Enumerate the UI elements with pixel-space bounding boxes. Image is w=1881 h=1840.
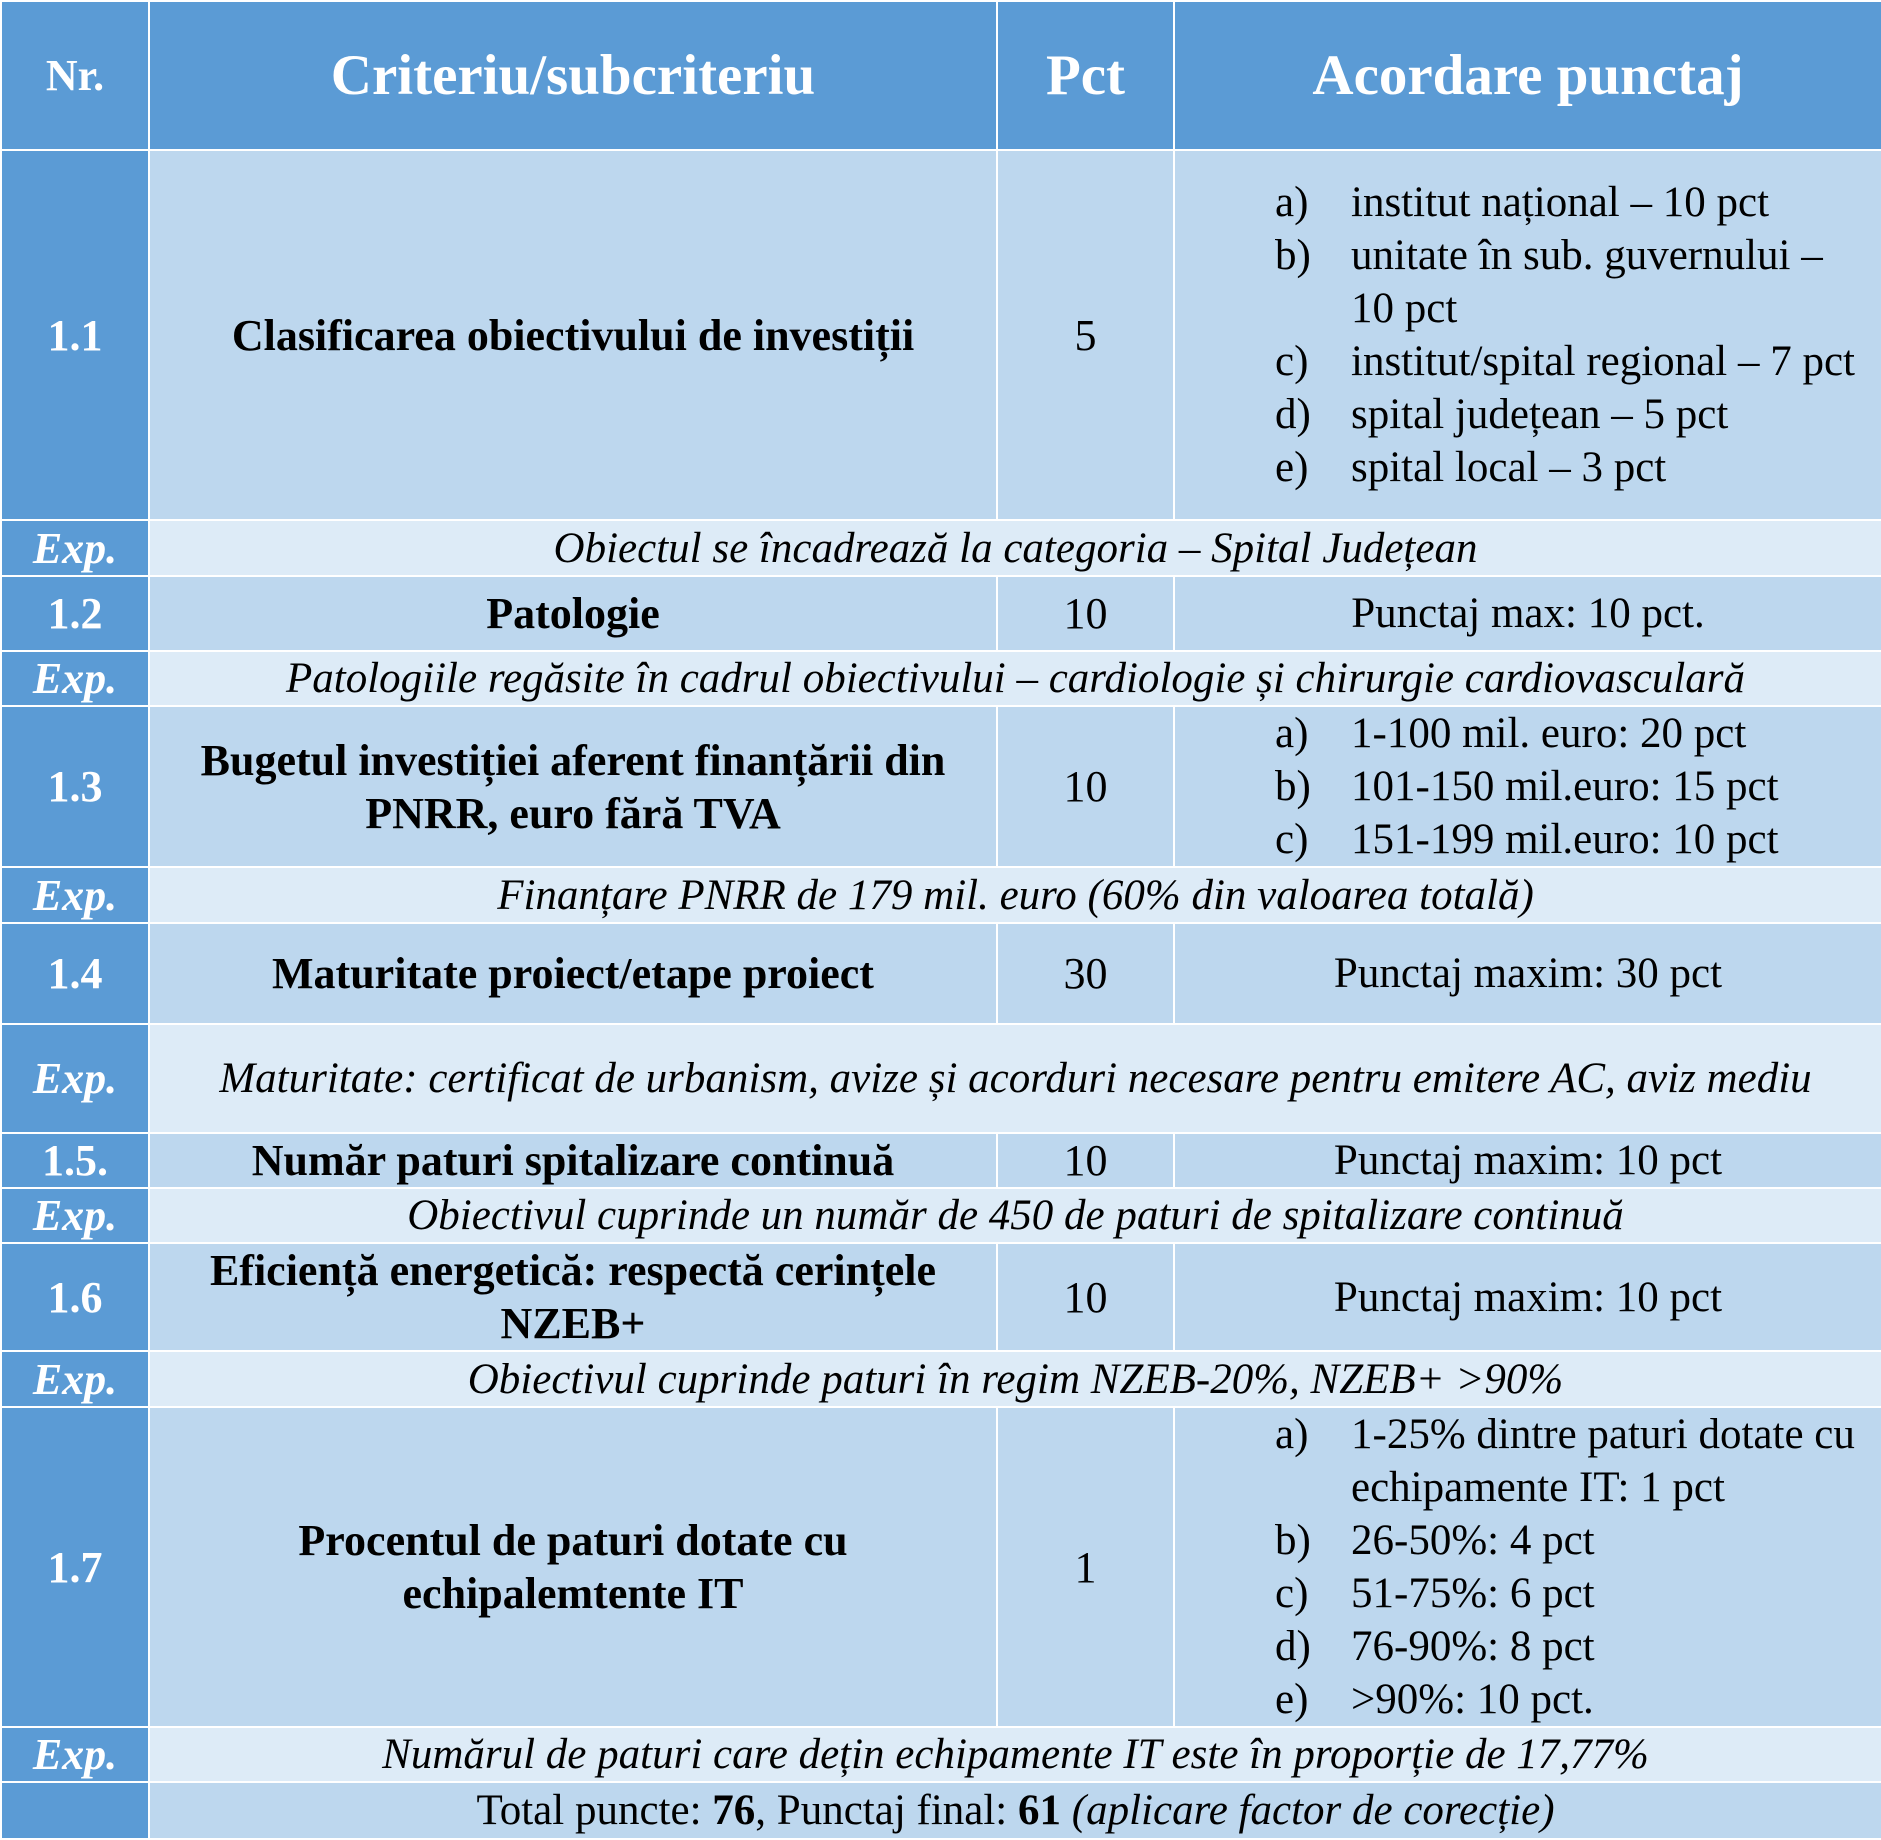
option-text: >90%: 10 pct. [1351, 1676, 1594, 1723]
explanation-row-1-3 [1, 867, 1881, 923]
criterion-points: 30 [997, 923, 1174, 1024]
criterion-row-1-3 [1, 706, 1881, 867]
criterion-name: Clasificarea obiectivului de investiții [149, 150, 997, 520]
criterion-name: Eficiență energetică: respectă cerințele NZEB+ [149, 1243, 997, 1351]
scoring-option [1275, 388, 1871, 441]
criterion-row-1-5 [1, 1133, 1881, 1188]
scoring-option [1275, 441, 1871, 494]
explanation-text: Obiectivul cuprinde un număr de 450 de paturi de spitalizare continuă [149, 1188, 1881, 1243]
option-text: unitate în sub. guvernului – 10 pct [1351, 232, 1823, 332]
final-score-label: , Punctaj final: [755, 1787, 1019, 1834]
scoring-text: Punctaj maxim: 30 pct [1174, 923, 1881, 1024]
criterion-number: 1.4 [1, 923, 149, 1024]
criterion-name: Maturitate proiect/etape proiect [149, 923, 997, 1024]
scoring-options [1174, 150, 1881, 520]
option-text: spital local – 3 pct [1351, 444, 1667, 491]
header-pct: Pct [997, 1, 1174, 150]
header-nr: Nr. [1, 1, 149, 150]
total-summary [149, 1782, 1881, 1839]
exp-label: Exp. [1, 867, 149, 923]
criterion-name: Număr paturi spitalizare continuă [149, 1133, 997, 1188]
header-row [1, 1, 1881, 150]
explanation-row-1-5 [1, 1188, 1881, 1243]
option-text: institut național – 10 pct [1351, 179, 1770, 226]
scoring-option [1275, 176, 1871, 229]
total-label: Total puncte: [476, 1787, 713, 1834]
scoring-option [1275, 335, 1871, 388]
option-text: 1-100 mil. euro: 20 pct [1351, 710, 1747, 757]
criterion-points: 5 [997, 150, 1174, 520]
criterion-number: 1.2 [1, 576, 149, 651]
criterion-number: 1.7 [1, 1407, 149, 1727]
option-letter: d) [1275, 391, 1311, 438]
option-letter: a) [1275, 710, 1309, 757]
option-letter: b) [1275, 763, 1311, 810]
criterion-number: 1.6 [1, 1243, 149, 1351]
scoring-text: Punctaj maxim: 10 pct [1174, 1133, 1881, 1188]
scoring-option [1275, 760, 1871, 813]
criterion-points: 10 [997, 1133, 1174, 1188]
option-letter: d) [1275, 1623, 1311, 1670]
scoring-option [1275, 229, 1871, 335]
option-letter: c) [1275, 338, 1309, 385]
option-text: institut/spital regional – 7 pct [1351, 338, 1855, 385]
explanation-text: Obiectul se încadrează la categoria – Spital Județean [149, 520, 1881, 576]
option-letter: b) [1275, 232, 1311, 279]
option-letter: e) [1275, 1676, 1309, 1723]
criterion-row-1-4 [1, 923, 1881, 1024]
criterion-points: 1 [997, 1407, 1174, 1727]
explanation-row-1-1 [1, 520, 1881, 576]
exp-label: Exp. [1, 520, 149, 576]
criterion-name: Bugetul investiției aferent finanțării din PNRR, euro fără TVA [149, 706, 997, 867]
scoring-option [1275, 813, 1871, 866]
option-letter: b) [1275, 1517, 1311, 1564]
scoring-option [1275, 1567, 1871, 1620]
criterion-points: 10 [997, 1243, 1174, 1351]
explanation-row-1-7 [1, 1727, 1881, 1782]
option-text: 101-150 mil.euro: 15 pct [1351, 763, 1779, 810]
option-letter: a) [1275, 1411, 1309, 1458]
scoring-text: Punctaj maxim: 10 pct [1174, 1243, 1881, 1351]
scoring-option [1275, 1673, 1871, 1726]
header-acordare: Acordare punctaj [1174, 1, 1881, 150]
explanation-text: Maturitate: certificat de urbanism, avize și acorduri necesare pentru emitere AC, aviz mediu [149, 1024, 1881, 1133]
explanation-text: Numărul de paturi care dețin echipamente IT este în proporție de 17,77% [149, 1727, 1881, 1782]
option-text: 51-75%: 6 pct [1351, 1570, 1595, 1617]
scoring-option [1275, 707, 1871, 760]
criterion-name: Patologie [149, 576, 997, 651]
option-letter: a) [1275, 179, 1309, 226]
scoring-option [1275, 1514, 1871, 1567]
criterion-row-1-7 [1, 1407, 1881, 1727]
criterion-name: Procentul de paturi dotate cu echipalemtente IT [149, 1407, 997, 1727]
header-criteriu: Criteriu/subcriteriu [149, 1, 997, 150]
criterion-number: 1.5. [1, 1133, 149, 1188]
explanation-row-1-6 [1, 1351, 1881, 1407]
scoring-text: Punctaj max: 10 pct. [1174, 576, 1881, 651]
criterion-number: 1.1 [1, 150, 149, 520]
explanation-row-1-4 [1, 1024, 1881, 1133]
exp-label: Exp. [1, 1188, 149, 1243]
total-row-marker [1, 1782, 149, 1839]
criterion-row-1-2 [1, 576, 1881, 651]
final-score-value: 61 [1018, 1787, 1062, 1834]
scoring-option [1275, 1620, 1871, 1673]
exp-label: Exp. [1, 1727, 149, 1782]
correction-note: (aplicare factor de corecție) [1061, 1787, 1555, 1834]
exp-label: Exp. [1, 1024, 149, 1133]
criterion-points: 10 [997, 576, 1174, 651]
option-text: spital județean – 5 pct [1351, 391, 1729, 438]
option-letter: c) [1275, 816, 1309, 863]
scoring-options [1174, 1407, 1881, 1727]
option-text: 26-50%: 4 pct [1351, 1517, 1595, 1564]
scoring-option [1275, 1408, 1871, 1514]
option-text: 151-199 mil.euro: 10 pct [1351, 816, 1779, 863]
explanation-text: Patologiile regăsite în cadrul obiectivului – cardiologie și chirurgie cardiovasculară [149, 651, 1881, 706]
total-row [1, 1782, 1881, 1839]
criterion-row-1-1 [1, 150, 1881, 520]
explanation-row-1-2 [1, 651, 1881, 706]
exp-label: Exp. [1, 651, 149, 706]
explanation-text: Finanțare PNRR de 179 mil. euro (60% din valoarea totală) [149, 867, 1881, 923]
criterion-points: 10 [997, 706, 1174, 867]
option-text: 1-25% dintre paturi dotate cu echipamente IT: 1 pct [1351, 1411, 1855, 1511]
scoring-options [1174, 706, 1881, 867]
exp-label: Exp. [1, 1351, 149, 1407]
criterion-row-1-6 [1, 1243, 1881, 1351]
criterion-number: 1.3 [1, 706, 149, 867]
option-text: 76-90%: 8 pct [1351, 1623, 1595, 1670]
option-letter: c) [1275, 1570, 1309, 1617]
total-points-value: 76 [712, 1787, 756, 1834]
option-letter: e) [1275, 444, 1309, 491]
explanation-text: Obiectivul cuprinde paturi în regim NZEB-20%, NZEB+ >90% [149, 1351, 1881, 1407]
